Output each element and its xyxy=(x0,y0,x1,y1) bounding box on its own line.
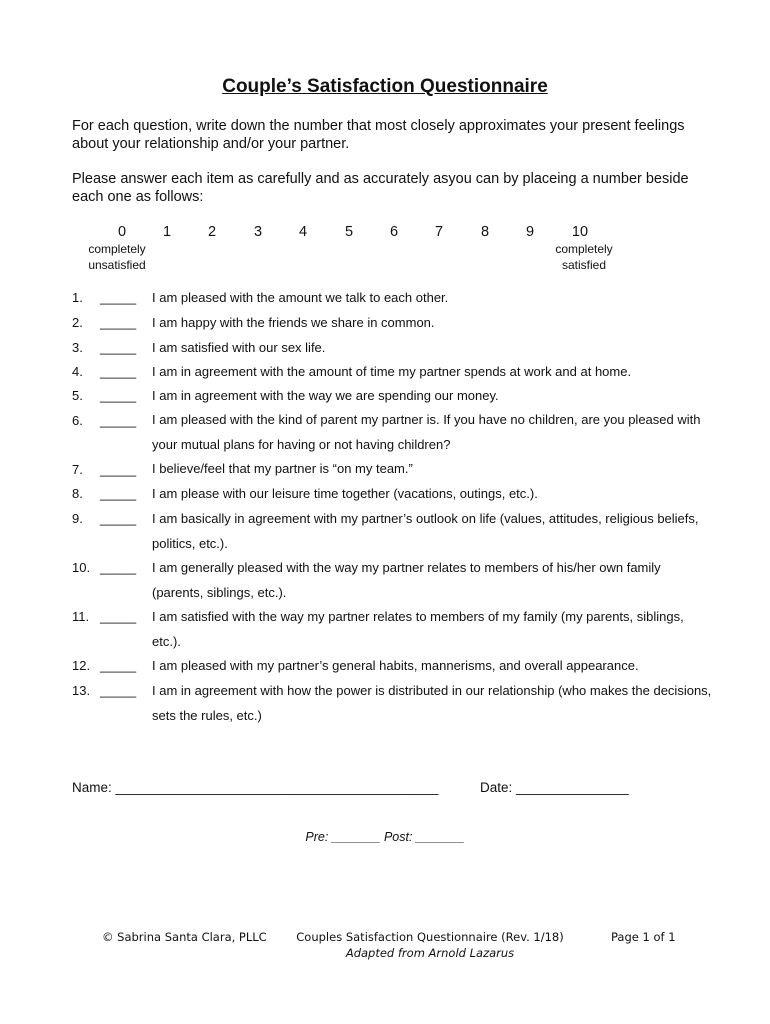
question-text: I am happy with the friends we share in common. xyxy=(152,315,435,330)
name-field[interactable]: Name: ___________________________________________ xyxy=(72,780,439,795)
question-number: 2. xyxy=(72,315,83,330)
question-text: I am pleased with the amount we talk to each other. xyxy=(152,290,449,305)
answer-blank[interactable]: _____ xyxy=(100,658,137,673)
question-text: I am in agreement with the amount of time my partner spends at work and at home. xyxy=(152,364,632,379)
question-text: I am pleased with my partner’s general habits, mannerisms, and overall appearance. xyxy=(152,658,639,673)
answer-blank[interactable]: _____ xyxy=(100,290,137,305)
answer-blank[interactable]: _____ xyxy=(100,462,137,477)
question-number: 13. xyxy=(72,683,91,698)
answer-blank[interactable]: _____ xyxy=(100,486,137,501)
question-number: 10. xyxy=(72,560,91,575)
scale-number: 2 xyxy=(207,224,217,240)
footer-form-title: Couples Satisfaction Questionnaire (Rev. 1/18) xyxy=(296,930,564,944)
question-number: 4. xyxy=(72,364,83,379)
page-title: Couple’s Satisfaction Questionnaire xyxy=(222,76,548,97)
question-text: I am satisfied with the way my partner relates to members of my family (my parents, siblings, etc.). xyxy=(152,609,684,649)
instruction-paragraph-1: For each question, write down the number that most closely approximates your present feelings about your relationship and/or your partner. xyxy=(72,118,685,152)
answer-blank[interactable]: _____ xyxy=(100,340,137,355)
question-number: 1. xyxy=(72,290,83,305)
question-text: I am basically in agreement with my partner’s outlook on life (values, attitudes, religious beliefs, politics, etc.). xyxy=(152,511,699,551)
scale-number: 9 xyxy=(525,224,535,240)
question-number: 9. xyxy=(72,511,83,526)
question-text: I believe/feel that my partner is “on my team.” xyxy=(152,461,413,476)
question-number: 5. xyxy=(72,388,83,403)
scale-number: 4 xyxy=(298,224,308,240)
question-text: I am generally pleased with the way my partner relates to members of his/her own family (parents, siblings, etc.). xyxy=(152,560,661,600)
scale-number: 6 xyxy=(389,224,399,240)
question-number: 11. xyxy=(72,609,90,624)
footer-page-number: Page 1 of 1 xyxy=(611,930,676,944)
scale-number: 0 xyxy=(117,224,127,240)
scale-number: 8 xyxy=(480,224,490,240)
instruction-paragraph-2: Please answer each item as carefully and as accurately asyou can by placeing a number beside each one as follows: xyxy=(72,171,689,205)
answer-blank[interactable]: _____ xyxy=(100,560,137,575)
scale-number: 5 xyxy=(344,224,354,240)
scale-number: 7 xyxy=(434,224,444,240)
question-number: 7. xyxy=(72,462,83,477)
question-number: 12. xyxy=(72,658,91,673)
question-text: I am please with our leisure time together (vacations, outings, etc.). xyxy=(152,486,538,501)
answer-blank[interactable]: _____ xyxy=(100,388,137,403)
scale-number: 3 xyxy=(253,224,263,240)
question-number: 8. xyxy=(72,486,83,501)
answer-blank[interactable]: _____ xyxy=(100,609,137,624)
question-number: 6. xyxy=(72,413,83,428)
scale-number: 10 xyxy=(571,224,589,240)
date-field[interactable]: Date: _______________ xyxy=(480,780,629,795)
question-text: I am satisfied with our sex life. xyxy=(152,340,326,355)
scale-high-label: completely satisfied xyxy=(555,242,613,272)
answer-blank[interactable]: _____ xyxy=(100,413,137,428)
question-text: I am in agreement with the way we are spending our money. xyxy=(152,388,499,403)
footer-form-info xyxy=(280,929,580,961)
question-text: I am pleased with the kind of parent my partner is. If you have no children, are you pleased with your mutual plans for having or not having children? xyxy=(152,412,701,452)
scale-low-label: completely unsatisfied xyxy=(88,242,146,272)
footer-copyright: © Sabrina Santa Clara, PLLC xyxy=(102,930,267,944)
scale-number: 1 xyxy=(162,224,172,240)
answer-blank[interactable]: _____ xyxy=(100,364,137,379)
answer-blank[interactable]: _____ xyxy=(100,683,137,698)
question-number: 3. xyxy=(72,340,83,355)
footer-adapted: Adapted from Arnold Lazarus xyxy=(345,946,515,960)
answer-blank[interactable]: _____ xyxy=(100,511,137,526)
pre-post-field[interactable]: Pre: _______ Post: _______ xyxy=(305,830,465,844)
answer-blank[interactable]: _____ xyxy=(100,315,137,330)
question-text: I am in agreement with how the power is distributed in our relationship (who makes the decisions, sets the rules, etc.) xyxy=(152,683,712,723)
